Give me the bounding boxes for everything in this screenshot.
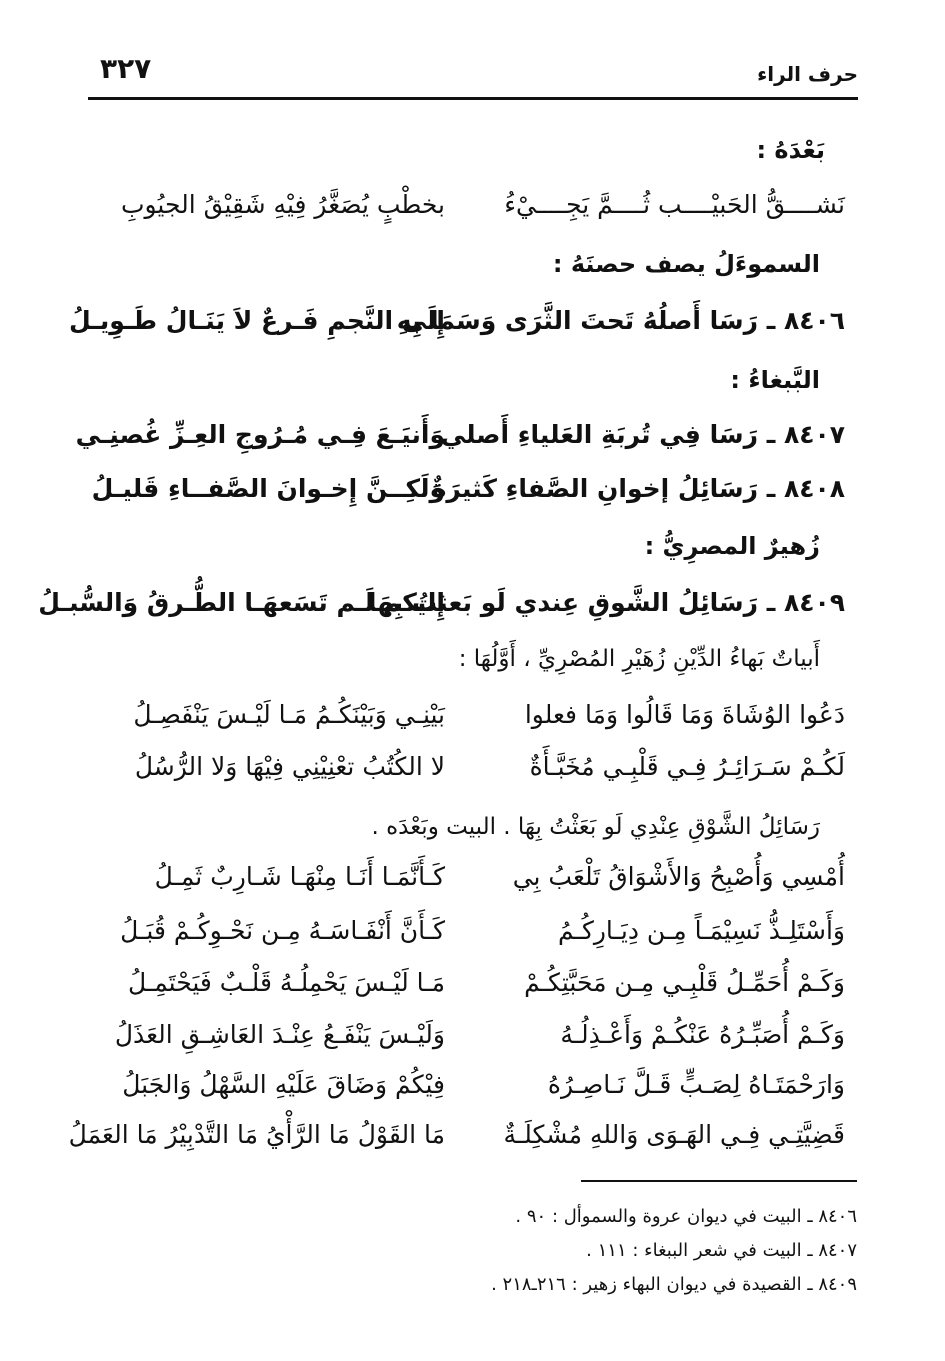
footnote: ٨٤٠٩ ـ القصيدة في ديوان البهاء زهير : ٢١٦ـ٢١٨ . xyxy=(491,1274,857,1295)
verse-second-hemistich: كَـأَنَّمَـا أَنَـا مِنْهَـا شَـارِبٌ ثَمِـلُ xyxy=(154,862,445,891)
speaker-line xyxy=(0,532,945,572)
verse-line xyxy=(0,306,945,346)
verse-first-hemistich: وَأَسْتَلِـذُّ نَسِيْمَـاً مِـن دِيَـارِكُـمُ xyxy=(558,916,845,945)
verse-first-hemistich: وَكَـمْ أُصَبِّـرُهُ عَنْكُـمْ وَأَعْـذِلُـهُ xyxy=(560,1020,845,1049)
verse-first-hemistich: وَارَحْمَتَـاهُ لِصَـبٍّ قَـلَّ نَـاصِـرُهُ xyxy=(547,1070,845,1099)
verse-second-hemistich: لا الكُتُبُ تعْنِيْنِي فِيْهَا وَلا الرُّسُلُ xyxy=(134,752,445,781)
verse-line xyxy=(0,588,945,628)
verse-second-hemistich: وَلَكِــنَّ إِخـوانَ الصَّفــاءِ قَليـلُ xyxy=(91,474,445,503)
speaker-line xyxy=(0,136,945,176)
verse-line xyxy=(0,1070,945,1110)
footnote: ٨٤٠٧ ـ البيت في شعر الببغاء : ١١١ . xyxy=(586,1240,857,1261)
verse-line xyxy=(0,1020,945,1060)
verse-line xyxy=(0,968,945,1008)
verse-line xyxy=(0,916,945,956)
verse-line xyxy=(0,752,945,792)
section-title: حرف الراء xyxy=(757,62,858,86)
verse-first-hemistich: وَكَـمْ أُحَمِّـلُ قَلْبِـي مِـن مَحَبَّتِكُـمْ xyxy=(524,968,845,997)
verse-second-hemistich: إِليكم لَـم تَسَعهَـا الطُّـرقُ وَالسُّبـلُ xyxy=(38,588,445,617)
verse-second-hemistich: بخطْبٍ يُصَغَّرُ فِيْهِ شَقِيْقُ الجيُوبِ xyxy=(120,190,445,219)
verse-first-hemistich: ٨٤٠٧ ـ رَسَا فِي تُربَةِ العَلياءِ أَصلي xyxy=(440,420,845,449)
verse-first-hemistich: لَكُـمْ سَـرَائِـرُ فِـي قَلْبِـي مُخَبَّـأَةٌ xyxy=(529,752,845,781)
speaker-label: بَعْدَهُ : xyxy=(756,136,825,164)
verse-line xyxy=(0,1120,945,1160)
prose-text: أَبياتٌ بَهاءُ الدِّيْنِ زُهَيْرِ المُصْرِيِّ ، أَوَّلُهَا : xyxy=(458,646,820,672)
verse-first-hemistich: أُمْسِي وَأُصْبِحُ وَالأَشْوَاقُ تَلْعَبُ بِي xyxy=(512,862,845,891)
verse-line xyxy=(0,420,945,460)
verse-second-hemistich: فِيْكُمْ وَضَاقَ عَلَيْهِ السَّهْلُ وَالجَبَلُ xyxy=(122,1070,445,1099)
verse-second-hemistich: وَلَيْـسَ يَنْفَـعُ عِنْـدَ العَاشِـقِ العَذَلُ xyxy=(114,1020,445,1049)
verse-first-hemistich: دَعُوا الوُشَاةَ وَمَا قَالُوا وَمَا فعلوا xyxy=(524,700,845,729)
verse-first-hemistich: ٨٤٠٦ ـ رَسَا أَصلُهُ تَحتَ الثَّرَى وَسَمَا بِهِ xyxy=(396,306,845,335)
verse-line xyxy=(0,862,945,902)
verse-first-hemistich: ٨٤٠٩ ـ رَسَائِلُ الشَّوقِ عِندي لَو بَعثتُ بِهَا xyxy=(367,588,845,617)
verse-first-hemistich: ٨٤٠٨ ـ رَسَائِلُ إخوانِ الصَّفاءِ كَثيرَةٌ xyxy=(431,474,845,503)
verse-second-hemistich: مَـا لَيْـسَ يَحْمِلُـهُ قَلْـبٌ فَيَحْتَمِـلُ xyxy=(127,968,445,997)
verse-line xyxy=(0,474,945,514)
verse-second-hemistich: كَـأَنَّ أَنْفَـاسَـهُ مِـن نَحْـوِكُـمْ قُبَـلُ xyxy=(120,916,445,945)
speaker-label: البَّبغاءُ : xyxy=(730,366,820,394)
prose-line xyxy=(0,646,945,686)
prose-line xyxy=(0,814,945,854)
page-number: ٣٢٧ xyxy=(100,52,152,85)
speaker-line xyxy=(0,250,945,290)
verse-first-hemistich: قَضِيَّتِـي فِـي الهَـوَى وَاللهِ مُشْكِلَـةٌ xyxy=(503,1120,845,1149)
footnote: ٨٤٠٦ ـ البيت في ديوان عروة والسموأل : ٩٠ . xyxy=(515,1206,857,1227)
verse-second-hemistich: إِلَى النَّجمِ فَـرعٌ لاَ يَنَـالُ طَـوِيـلُ xyxy=(69,306,445,335)
verse-second-hemistich: بَيْنِـي وَبَيْنَكُـمُ مَـا لَيْـسَ يَنْفَصِـلُ xyxy=(133,700,445,729)
speaker-line xyxy=(0,366,945,406)
header-rule xyxy=(88,97,858,100)
footnote-rule xyxy=(581,1180,857,1182)
verse-second-hemistich: وَأَنيَـعَ فِـي مُـرُوجِ العِـزِّ غُصنِـي xyxy=(75,420,445,449)
page-header xyxy=(88,48,858,96)
speaker-label: السموءَلُ يصف حصنَهُ : xyxy=(552,250,820,278)
verse-second-hemistich: مَا القَوْلُ مَا الرَّأْيُ مَا التَّدْبِيْرُ مَا العَمَلُ xyxy=(68,1120,445,1149)
speaker-label: زُهيرٌ المصرِيُّ : xyxy=(644,532,820,560)
verse-line xyxy=(0,700,945,740)
verse-line xyxy=(0,190,945,230)
verse-first-hemistich: نَشــــقُّ الحَبيْــــب ثُــــمَّ يَجِــــيْءُ xyxy=(504,190,845,219)
prose-text: رَسَائِلُ الشَّوْقِ عِنْدِي لَو بَعَثْتُ بِهَا . البيت وبَعْدَه . xyxy=(371,814,820,840)
